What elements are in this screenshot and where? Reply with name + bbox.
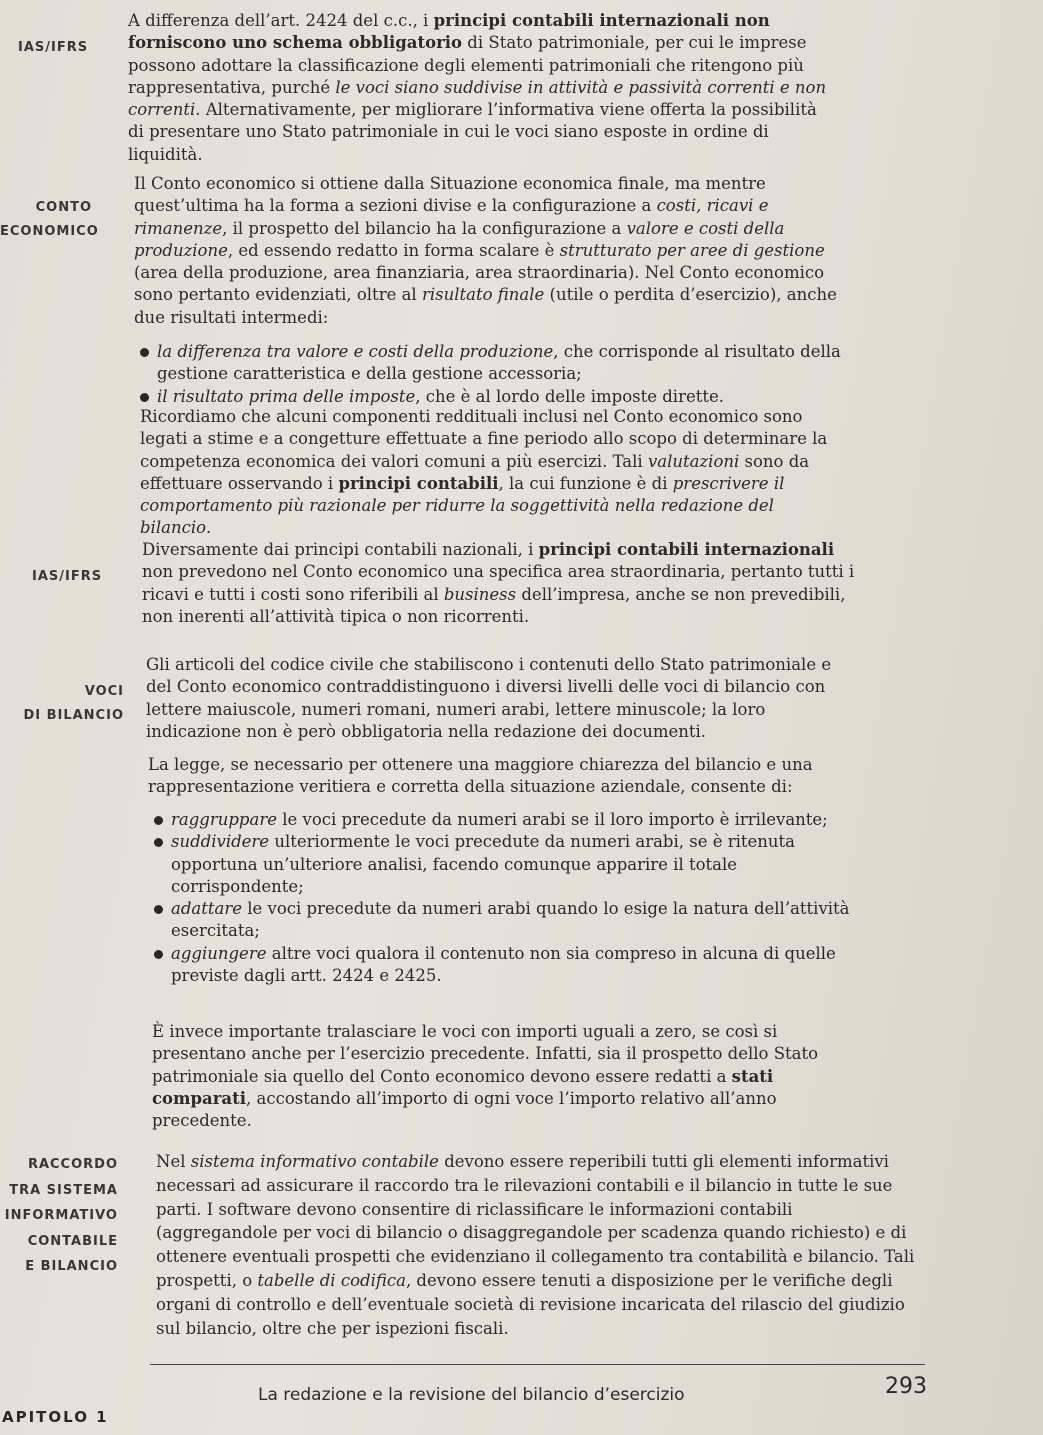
paragraph-voci-bilancio: Gli articoli del codice civile che stabiliscono i contenuti dello Stato patrimoniale e del Conto economico contraddistinguono i diversi livelli delle voci di bilancio con lettere maiuscole, numeri romani, numeri arabi, lettere minuscole; la loro indicazione non è però obbligatoria nella redazione dei documenti. bbox=[146, 655, 832, 741]
text-run: dell’impresa, anche se non prevedibili, non inerenti all’attività tipica o non ricorrenti. bbox=[142, 584, 846, 626]
sidenote-ias-ifrs-1: IAS/IFRS bbox=[18, 40, 89, 55]
sidenote-line: RACCORDO bbox=[27, 1157, 118, 1172]
paragraph-ias-stato-patrimoniale bbox=[128, 10, 828, 166]
italic-run: raggruppare bbox=[171, 810, 277, 829]
legge-options-list bbox=[154, 809, 872, 987]
page-number: 293 bbox=[885, 1374, 927, 1399]
text-run: A differenza dell’art. 2424 del c.c., i bbox=[128, 11, 434, 30]
text-run: . Alternativamente, per migliorare l’informativa viene offerta la possibilità di presentare uno Stato patrimoniale in cui le voci siano esposte in ordine di liquidità. bbox=[128, 100, 817, 164]
bold-run: principi contabili internazionali bbox=[538, 540, 835, 559]
list-item bbox=[140, 386, 848, 408]
sidenote-line: CONTABILE bbox=[27, 1233, 118, 1249]
chapter-label: APITOLO 1 bbox=[2, 1408, 109, 1426]
text-run: , accostando all’importo di ogni voce l’importo relativo all’anno precedente. bbox=[152, 1088, 777, 1131]
text-run: Diversamente dai principi contabili nazionali, i bbox=[142, 540, 539, 559]
text-run: le voci precedute da numeri arabi se il loro importo è irrilevante; bbox=[276, 810, 828, 829]
sidenote-voci-di-bilancio bbox=[0, 680, 124, 728]
text-run: . bbox=[206, 518, 212, 538]
sidenote-line: TRA SISTEMA bbox=[9, 1182, 118, 1198]
text-run: Il Conto economico si ottiene dalla Situazione economica finale, ma mentre quest’ultima ha la forma a sezioni divise e la configurazione a bbox=[134, 174, 766, 216]
text-run: , ed essendo redatto in forma scalare è bbox=[227, 240, 560, 260]
italic-run: le voci siano suddivise in attività e passività correnti e non correnti bbox=[128, 77, 827, 120]
text-run: , la cui funzione è di bbox=[498, 473, 673, 493]
text-run: di Stato patrimoniale, per cui le imprese possono adottare la classificazione degli elementi patrimoniali che ritengono più rappresentativa, purché bbox=[128, 33, 807, 97]
bold-run: principi contabili internazionali non forniscono uno schema obbligatorio bbox=[128, 11, 770, 53]
bold-run: principi contabili bbox=[338, 473, 499, 493]
paragraph-valutazioni bbox=[140, 406, 850, 540]
paragraph-legge: La legge, se necessario per ottenere una maggiore chiarezza del bilancio e una rappresentazione veritiera e corretta della situazione aziendale, consente di: bbox=[148, 755, 813, 797]
sidenote-ias-ifrs-2: IAS/IFRS bbox=[32, 569, 103, 584]
bold-run: stati comparati bbox=[152, 1066, 774, 1108]
sidenote-line: CONTO bbox=[35, 200, 92, 215]
sidenote-line: E BILANCIO bbox=[25, 1259, 118, 1274]
paragraph-conto-economico bbox=[134, 173, 838, 329]
text-run: devono essere reperibili tutti gli elementi informativi necessari ad assicurare il raccordo tra le rilevazioni contabili e il bilancio in tutte le sue parti. I software devono consentire di riclassificare le informazioni contabili (aggregandole per voci di bilancio o disaggregandole per scadenza quando richiesto) e di ottenere eventuali prospetti che evidenziano il collegamento tra contabilità e bilancio. Tali prospetti, o bbox=[156, 1152, 915, 1290]
italic-run: sistema informativo contabile bbox=[190, 1152, 439, 1171]
text-run: Ricordiamo che alcuni componenti reddituali inclusi nel Conto economico sono legati a stime e a congetture effettuate a fine periodo allo scopo di determinare la competenza economica dei valori comuni a più esercizi. Tali bbox=[140, 407, 828, 471]
paragraph-ias-conto-economico bbox=[142, 539, 856, 628]
italic-run: adattare bbox=[171, 899, 242, 919]
italic-run: costi, ricavi e rimanenze bbox=[134, 196, 769, 238]
text-run: non prevedono nel Conto economico una specifica area straordinaria, pertanto tutti i ricavi e tutti i costi sono riferibili al bbox=[142, 562, 855, 604]
text-run: , il prospetto del bilancio ha la configurazione a bbox=[222, 218, 627, 238]
sidenote-raccordo bbox=[0, 1152, 118, 1280]
sidenote-conto-economico bbox=[0, 196, 99, 244]
footer-title: La redazione e la revisione del bilancio d’esercizio bbox=[258, 1385, 685, 1405]
italic-run: risultato finale bbox=[421, 285, 545, 305]
text-run: È invece importante tralasciare le voci con importi uguali a zero, se così si presentano anche per l’esercizio precedente. Infatti, sia il prospetto dello Stato patrimoniale sia quello del Conto economico devono essere redatti a bbox=[152, 1022, 819, 1086]
italic-run: il risultato prima delle imposte bbox=[157, 386, 416, 406]
footer-rule bbox=[150, 1364, 925, 1365]
italic-run: business bbox=[443, 584, 517, 604]
intermediate-results-list bbox=[140, 341, 848, 408]
list-item bbox=[154, 898, 872, 943]
text-run: Nel bbox=[156, 1152, 191, 1171]
sidenote-line: VOCI bbox=[84, 684, 124, 699]
text-run: , che corrisponde al risultato della gestione caratteristica e della gestione accessoria; bbox=[157, 342, 841, 384]
italic-run: tabelle di codifica bbox=[257, 1270, 406, 1290]
text-run: (utile o perdita d’esercizio), anche due risultati intermedi: bbox=[134, 285, 837, 327]
sidenote-line: INFORMATIVO bbox=[4, 1208, 118, 1223]
italic-run: strutturato per aree di gestione bbox=[559, 240, 825, 260]
italic-run: aggiungere bbox=[171, 943, 267, 963]
paragraph-raccordo bbox=[156, 1150, 916, 1340]
text-run: sono da effettuare osservando i bbox=[140, 451, 810, 493]
paragraph-stati-comparati bbox=[152, 1021, 874, 1132]
text-run: , devono essere tenuti a disposizione per le verifiche degli organi di controllo e dell’eventuale società di revisione incaricata del rilascio del giudizio sul bilancio, oltre che per ispezioni fiscali. bbox=[156, 1270, 905, 1338]
text-run: (area della produzione, area finanziaria, area straordinaria). Nel Conto economico sono pertanto evidenziati, oltre al bbox=[134, 263, 825, 305]
list-item bbox=[154, 809, 872, 831]
italic-run: la differenza tra valore e costi della produzione bbox=[157, 342, 554, 361]
italic-run: suddividere bbox=[171, 832, 270, 852]
italic-run: valutazioni bbox=[647, 451, 740, 471]
text-run: altre voci qualora il contenuto non sia compreso in alcuna di quelle previste dagli artt. 2424 e 2425. bbox=[171, 943, 836, 986]
list-item bbox=[154, 831, 872, 898]
italic-run: prescrivere il comportamento più razionale per ridurre la soggettività nella redazione del bilancio bbox=[140, 473, 785, 538]
text-run: ulteriormente le voci precedute da numeri arabi, se è ritenuta opportuna un’ulteriore analisi, facendo comunque apparire il totale corrispondente; bbox=[171, 832, 796, 896]
sidenote-line: ECONOMICO bbox=[0, 224, 99, 239]
italic-run: valore e costi della produzione bbox=[134, 218, 785, 260]
list-item bbox=[154, 943, 872, 988]
text-run: , che è al lordo delle imposte dirette. bbox=[415, 386, 725, 406]
list-item bbox=[140, 341, 848, 386]
text-run: le voci precedute da numeri arabi quando lo esige la natura dell’attività esercitata; bbox=[171, 899, 850, 941]
sidenote-line: DI BILANCIO bbox=[23, 708, 124, 723]
